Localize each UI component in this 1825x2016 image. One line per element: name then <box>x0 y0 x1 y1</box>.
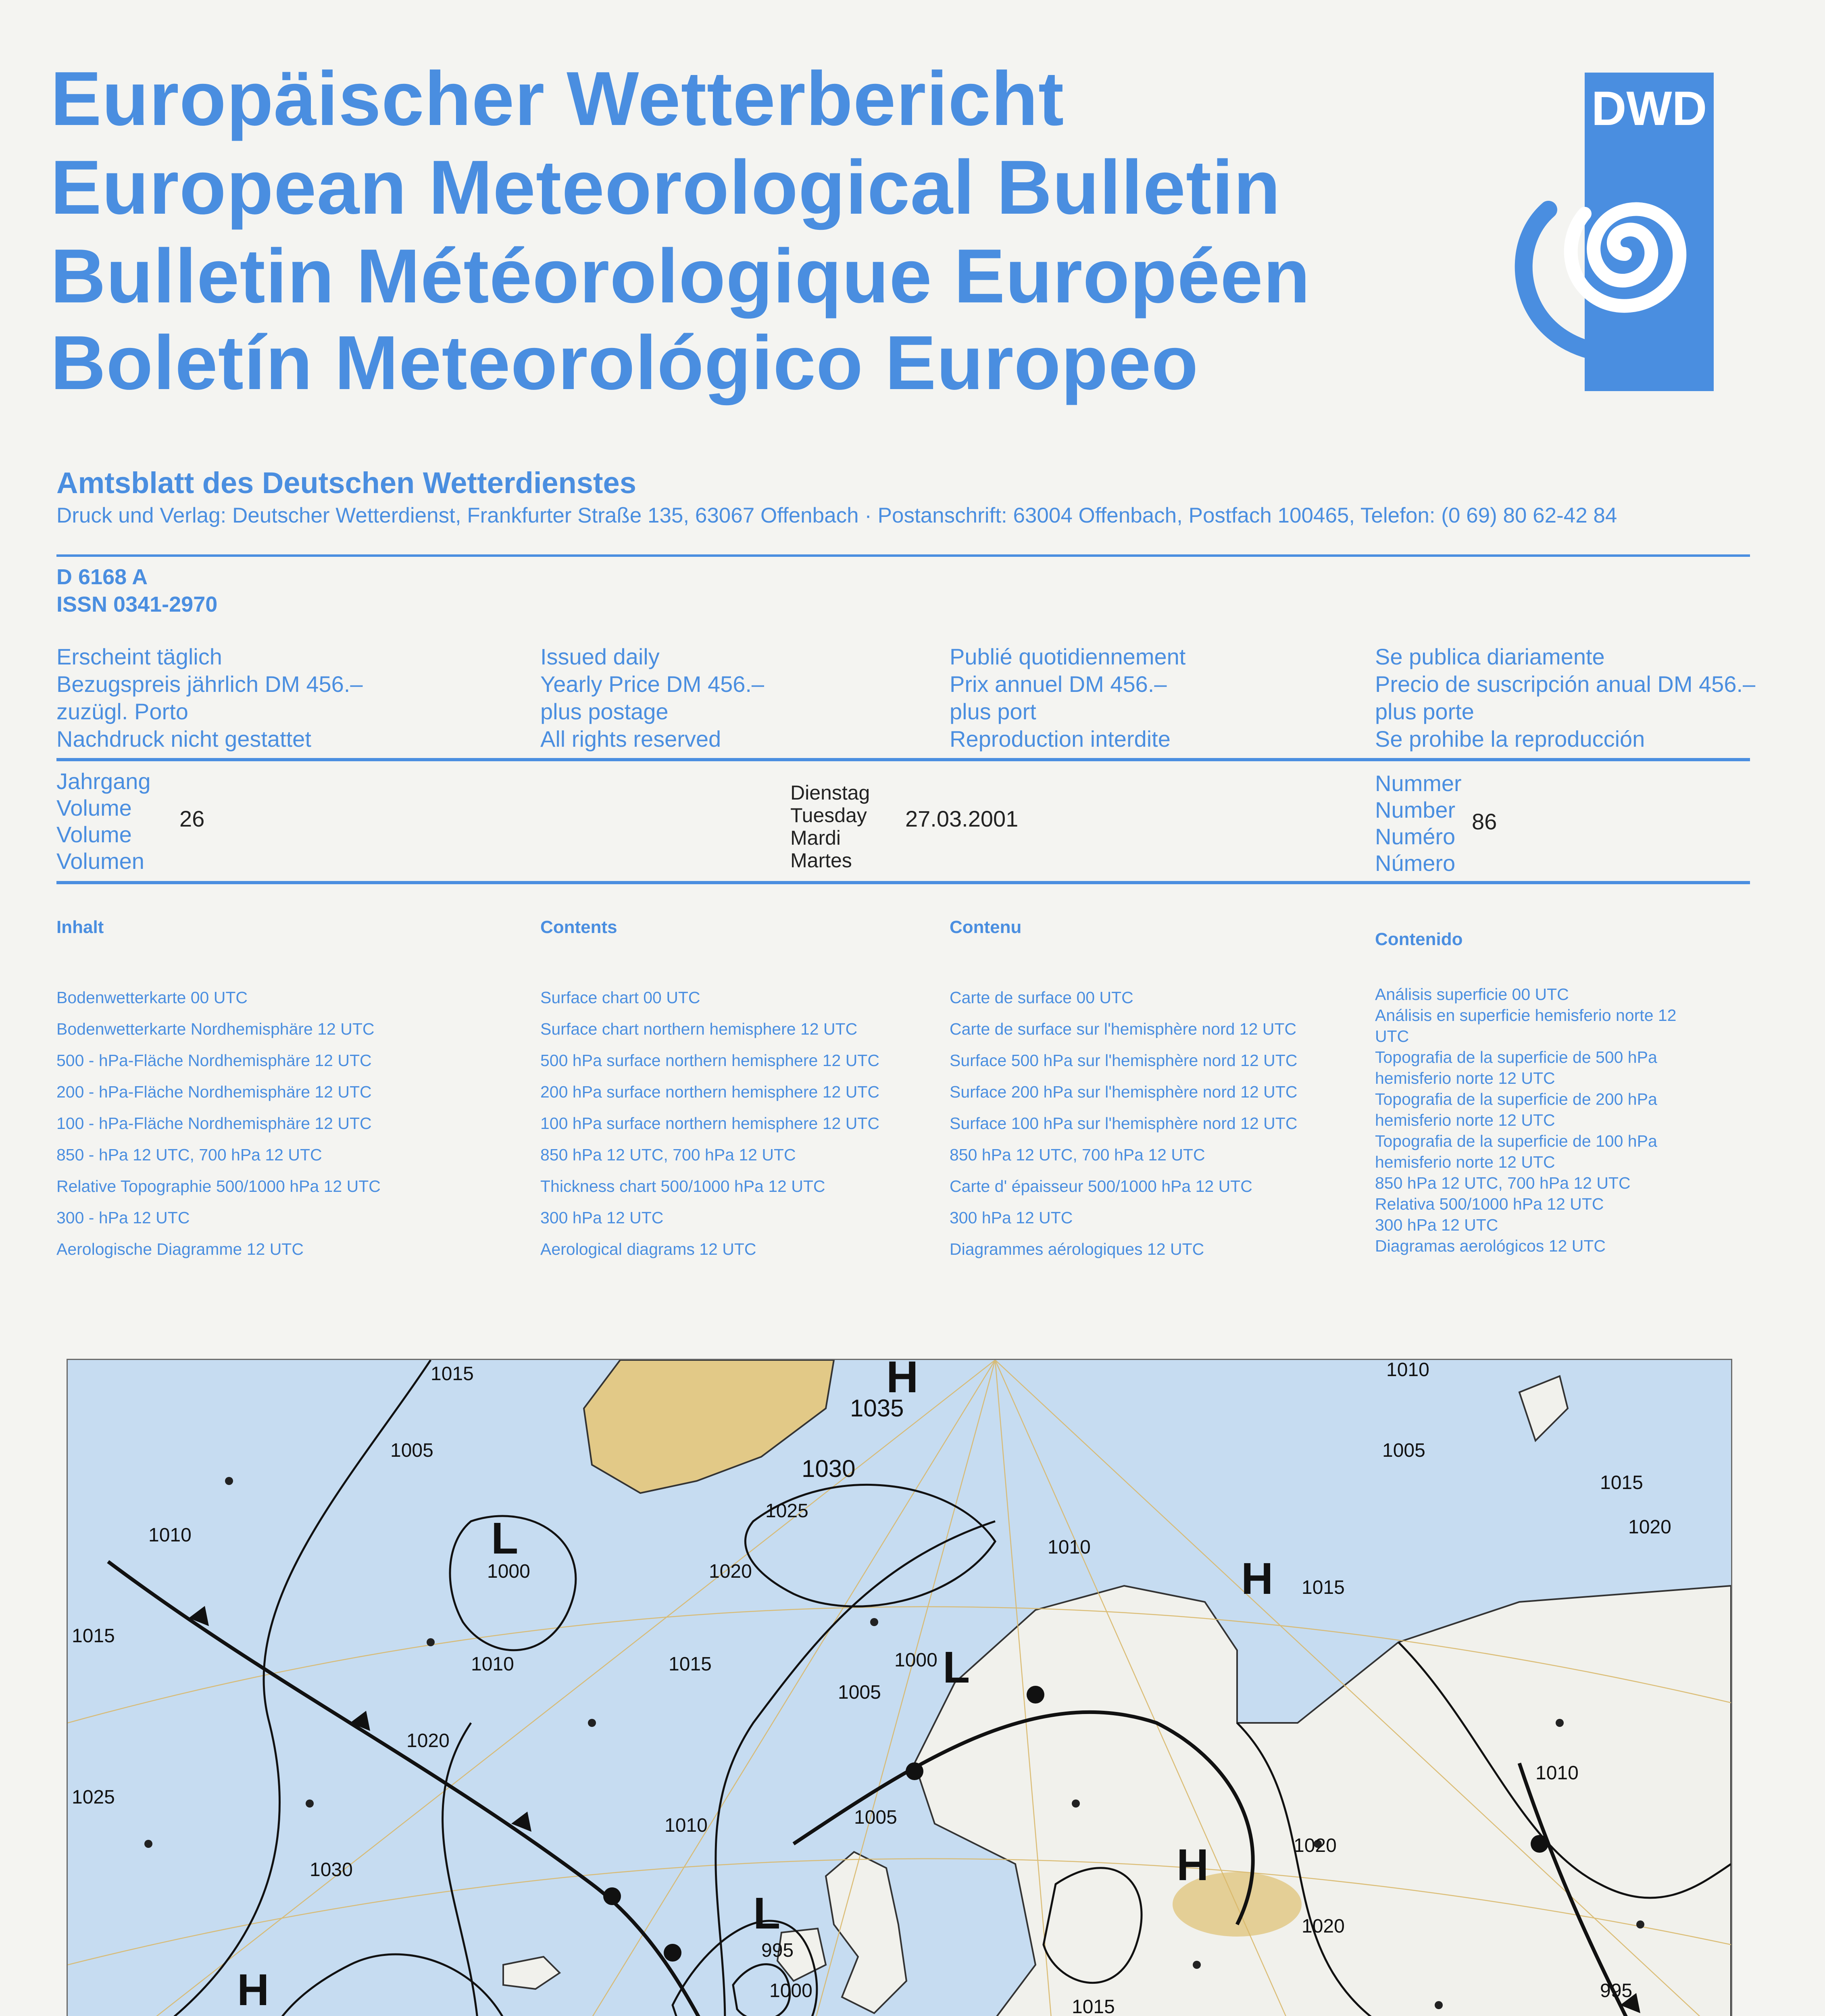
toc-list-english <box>540 982 879 1265</box>
isobar-label: 1000 <box>894 1649 937 1671</box>
toc-item: Relativa 500/1000 hPa 12 UTC <box>1375 1195 1604 1213</box>
isobar-label: 1000 <box>769 1980 812 2001</box>
info-line: Publié quotidiennement <box>950 644 1186 669</box>
isobar-label: 1020 <box>1628 1516 1671 1538</box>
toc-item: Bodenwetterkarte 00 UTC <box>56 988 248 1007</box>
isobar-label: 1010 <box>1386 1360 1429 1381</box>
number-label: Number <box>1375 797 1456 823</box>
day-label: Dienstag <box>790 781 870 804</box>
volume-label: Volume <box>56 822 132 847</box>
isobar-label: 1010 <box>471 1654 514 1675</box>
toc-item: 850 hPa 12 UTC, 700 hPa 12 UTC <box>540 1145 796 1164</box>
isobar-label: 1020 <box>1294 1835 1337 1856</box>
isobar-label: 1015 <box>1302 1577 1345 1598</box>
toc-item: Surface 100 hPa sur l'hemisphère nord 12 UTC <box>950 1114 1298 1133</box>
isobar-label: 1025 <box>765 1500 808 1522</box>
toc-item: Análisis en superficie hemisferio norte 12 UTC <box>1375 1006 1677 1045</box>
toc-item: Surface 500 hPa sur l'hemisphère nord 12 UTC <box>950 1051 1298 1070</box>
isobar-label: 1010 <box>1048 1537 1091 1558</box>
toc-item: Diagrammes aérologiques 12 UTC <box>950 1240 1204 1258</box>
toc-item: Bodenwetterkarte Nordhemisphäre 12 UTC <box>56 1020 375 1038</box>
info-line: Yearly Price DM 456.– <box>540 671 765 697</box>
number-label: Número <box>1375 850 1456 876</box>
isobar-label: 1010 <box>148 1524 192 1546</box>
toc-item: 100 hPa surface northern hemisphere 12 UTC <box>540 1114 879 1133</box>
toc-item: Thickness chart 500/1000 hPa 12 UTC <box>540 1177 825 1195</box>
high-pressure-center: H <box>1177 1840 1209 1890</box>
dwd-logo <box>1492 65 1718 395</box>
volume-label: Volume <box>56 795 132 821</box>
issn: ISSN 0341-2970 <box>56 592 218 616</box>
isobar-label: 1030 <box>310 1859 353 1881</box>
isobar-label: 995 <box>761 1940 794 1961</box>
toc-item: 300 hPa 12 UTC <box>950 1208 1073 1227</box>
title-spanish: Boletín Meteorológico Europeo <box>50 320 1199 406</box>
low-pressure-center: L <box>491 1514 519 1563</box>
isobar-label: 1015 <box>1072 1996 1115 2016</box>
isobar-label: 1010 <box>1535 1762 1579 1784</box>
toc-item: 500 - hPa-Fläche Nordhemisphäre 12 UTC <box>56 1051 372 1070</box>
toc-item: Diagramas aerológicos 12 UTC <box>1375 1237 1606 1255</box>
issue-date: 27.03.2001 <box>905 806 1019 831</box>
dwd-logo-text: DWD <box>1591 81 1707 135</box>
isobar-label: 1005 <box>854 1807 897 1828</box>
divider <box>56 554 1750 557</box>
toc-item: Carte de surface sur l'hemisphère nord 12 UTC <box>950 1020 1297 1038</box>
info-line: All rights reserved <box>540 726 721 752</box>
toc-item: 300 hPa 12 UTC <box>540 1208 664 1227</box>
info-english <box>540 643 764 753</box>
day-label: Tuesday <box>790 804 867 827</box>
toc-item: 850 - hPa 12 UTC, 700 hPa 12 UTC <box>56 1145 322 1164</box>
publisher-title: Amtsblatt des Deutschen Wetterdienstes <box>56 466 636 500</box>
toc-list-french <box>950 982 1297 1265</box>
isobar-label: 1000 <box>487 1561 530 1582</box>
weather-map-svg <box>68 1360 1731 2016</box>
toc-item: 300 hPa 12 UTC <box>1375 1216 1498 1234</box>
day-label: Martes <box>790 849 852 872</box>
toc-list-spanish <box>1375 984 1698 1256</box>
info-french <box>950 643 1185 753</box>
number-label: Nummer <box>1375 771 1462 796</box>
toc-heading-french: Contenu <box>950 917 1022 937</box>
low-pressure-center: L <box>943 1643 970 1692</box>
isobar-label: 1020 <box>709 1561 752 1582</box>
info-line: Issued daily <box>540 644 660 669</box>
number-labels <box>1375 770 1462 877</box>
toc-item: 300 - hPa 12 UTC <box>56 1208 190 1227</box>
isobar-label: 1015 <box>669 1654 712 1675</box>
info-line: Precio de suscripción anual DM 456.– <box>1375 671 1756 697</box>
isobar-label: 1015 <box>1600 1472 1643 1493</box>
toc-heading-english: Contents <box>540 917 617 937</box>
low-pressure-center: L <box>753 1889 781 1938</box>
volume-label: Jahrgang <box>56 768 151 794</box>
title-german: Europäischer Wetterbericht <box>50 56 1065 142</box>
info-spanish <box>1375 643 1755 753</box>
isobar-label: 1020 <box>406 1730 450 1752</box>
volume-label: Volumen <box>56 848 144 874</box>
high-pressure-center: H <box>1241 1554 1273 1604</box>
info-line: plus porte <box>1375 699 1474 724</box>
info-german <box>56 643 362 753</box>
surface-weather-map <box>67 1359 1732 2016</box>
toc-item: Relative Topographie 500/1000 hPa 12 UTC <box>56 1177 381 1195</box>
info-line: Se prohibe la reproducción <box>1375 726 1645 752</box>
isobar-label: 1015 <box>431 1363 474 1385</box>
info-line: Bezugspreis jährlich DM 456.– <box>56 671 363 697</box>
info-line: Nachdruck nicht gestattet <box>56 726 311 752</box>
publisher-address: Druck und Verlag: Deutscher Wetterdienst, Frankfurter Straße 135, 63067 Offenbach · Postanschrift: 63004 Offenbach, Postfach 100465, Telefon: (0 69) 80 62-42 84 <box>56 504 1617 527</box>
title-french: Bulletin Météorologique Européen <box>50 233 1310 319</box>
toc-item: Topografia de la superficie de 500 hPa hemisferio norte 12 UTC <box>1375 1048 1657 1087</box>
info-line: Prix annuel DM 456.– <box>950 671 1167 697</box>
toc-item: 850 hPa 12 UTC, 700 hPa 12 UTC <box>1375 1174 1631 1192</box>
toc-item: 200 - hPa-Fläche Nordhemisphäre 12 UTC <box>56 1083 372 1101</box>
d-number: D 6168 A <box>56 565 148 589</box>
isobar-label: 1035 <box>850 1395 904 1422</box>
toc-item: Análisis superficie 00 UTC <box>1375 985 1569 1004</box>
info-line: zuzügl. Porto <box>56 699 188 724</box>
isobar-label: 1005 <box>1382 1440 1425 1461</box>
info-line: plus port <box>950 699 1036 724</box>
toc-item: Aerological diagrams 12 UTC <box>540 1240 756 1258</box>
toc-item: Surface chart northern hemisphere 12 UTC <box>540 1020 858 1038</box>
toc-item: Topografia de la superficie de 100 hPa hemisferio norte 12 UTC <box>1375 1132 1657 1171</box>
toc-item: Aerologische Diagramme 12 UTC <box>56 1240 304 1258</box>
toc-item: Surface 200 hPa sur l'hemisphère nord 12 UTC <box>950 1083 1298 1101</box>
volume-labels <box>56 768 151 875</box>
info-line: plus postage <box>540 699 669 724</box>
isobar-label: 1005 <box>390 1440 433 1461</box>
info-line: Erscheint täglich <box>56 644 222 669</box>
day-label: Mardi <box>790 827 841 849</box>
toc-item: 500 hPa surface northern hemisphere 12 UTC <box>540 1051 879 1070</box>
toc-item: Carte de surface 00 UTC <box>950 988 1133 1007</box>
title-english: European Meteorological Bulletin <box>50 145 1281 230</box>
isobar-label: 1005 <box>838 1682 881 1703</box>
volume-value: 26 <box>179 806 205 831</box>
divider <box>56 881 1750 884</box>
isobar-label: 1020 <box>1302 1916 1345 1937</box>
isobar-label: 1010 <box>665 1815 708 1836</box>
high-pressure-center: H <box>886 1360 919 1402</box>
info-line: Se publica diariamente <box>1375 644 1605 669</box>
issue-number: 86 <box>1472 809 1497 834</box>
toc-heading-german: Inhalt <box>56 917 104 937</box>
toc-item: 850 hPa 12 UTC, 700 hPa 12 UTC <box>950 1145 1205 1164</box>
toc-item: 100 - hPa-Fläche Nordhemisphäre 12 UTC <box>56 1114 372 1133</box>
toc-item: Surface chart 00 UTC <box>540 988 700 1007</box>
toc-heading-spanish: Contenido <box>1375 929 1463 949</box>
toc-item: Topografia de la superficie de 200 hPa hemisferio norte 12 UTC <box>1375 1090 1657 1129</box>
isobar-label: 1025 <box>72 1787 115 1808</box>
isobar-label: 995 <box>1600 1980 1633 2001</box>
info-line: Reproduction interdite <box>950 726 1171 752</box>
isobar-label: 1030 <box>802 1455 856 1482</box>
day-labels <box>790 782 870 873</box>
high-pressure-center: H <box>237 1965 269 2015</box>
toc-item: Carte d' épaisseur 500/1000 hPa 12 UTC <box>950 1177 1252 1195</box>
toc-item: 200 hPa surface northern hemisphere 12 UTC <box>540 1083 879 1101</box>
divider <box>56 758 1750 761</box>
number-label: Numéro <box>1375 824 1456 849</box>
toc-list-german <box>56 982 381 1265</box>
isobar-label: 1015 <box>72 1625 115 1647</box>
